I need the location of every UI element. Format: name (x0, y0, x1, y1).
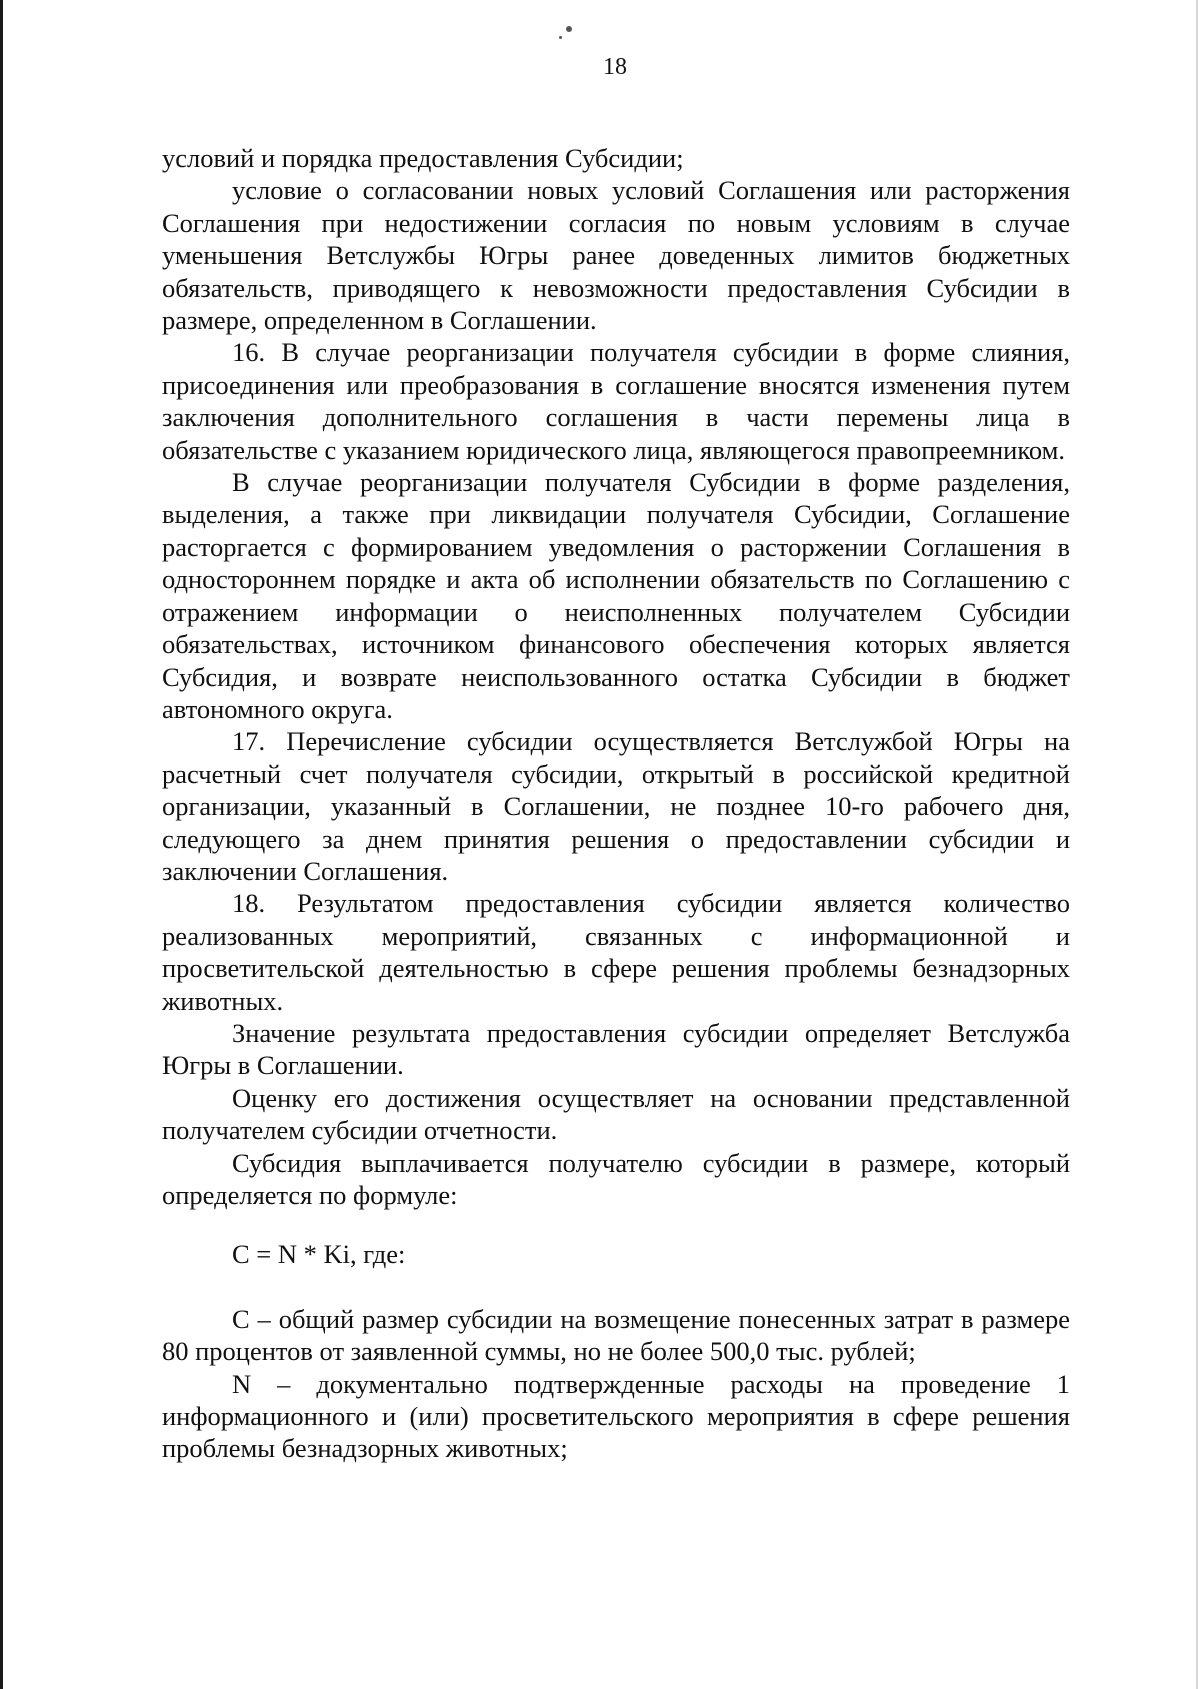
paragraph-clause-17: 17. Перечисление субсидии осуществляется Ветслужбой Югры на расчетный счет получателя субсидии, открытый в российской кредитной организации, указанный в Соглашении, не позднее 10-го рабочего дня, следующего за днем принятия решения о предоставлении субсидии и заключении Соглашения. (162, 726, 1070, 886)
document-body (162, 142, 1070, 1465)
paragraph: условий и порядка предоставления Субсидии; (162, 143, 684, 173)
scan-speck (559, 36, 562, 39)
scan-border-left (0, 0, 3, 1689)
formula-definition-n: N – документально подтвержденные расходы на проведение 1 информационного и (или) просветительского мероприятия в сфере решения проблемы безнадзорных животных; (162, 1368, 1070, 1464)
paragraph: В случае реорганизации получателя Субсидии в форме разделения, выделения, а также при ликвидации получателя Субсидии, Соглашение расторгается с формированием уведомления о расторжении Соглашения в одностороннем порядке и акта об исполнении обязательств по Соглашению с отражением информации о неисполненных получателем Субсидии обязательствах, источником финансового обеспечения которых является Субсидия, и возврате неиспользованного остатка Субсидии в бюджет автономного округа. (162, 467, 1070, 724)
formula: C = N * Ki, где: (232, 1239, 406, 1270)
paragraph: Оценку его достижения осуществляет на основании представленной получателем субсидии отчетности. (162, 1082, 1070, 1146)
formula-definition-c: C – общий размер субсидии на возмещение понесенных затрат в размере 80 процентов от заявленной суммы, но не более 500,0 тыс. рублей; (162, 1303, 1070, 1367)
paragraph-clause-18: 18. Результатом предоставления субсидии является количество реализованных мероприятий, связанных с информационной и просветительской деятельностью в сфере решения проблемы безнадзорных животных. (162, 888, 1070, 1016)
paragraph: Субсидия выплачивается получателю субсидии в размере, который определяется по формуле: (162, 1147, 1070, 1210)
scan-speck (566, 26, 572, 32)
paragraph: условие о согласовании новых условий Соглашения или расторжения Соглашения при недостижении согласия по новым условиям в случае уменьшения Ветслужбы Югры ранее доведенных лимитов бюджетных обязательств, приводящего к невозможности предоставления Субсидии в размере, определенном в Соглашении. (162, 175, 1070, 336)
page-number: 18 (603, 54, 627, 80)
paragraph: Значение результата предоставления субсидии определяет Ветслужба Югры в Соглашении. (162, 1017, 1070, 1081)
paragraph-clause-16: 16. В случае реорганизации получателя субсидии в форме слияния, присоединения или преобразования в соглашение вносятся изменения путем заключения дополнительного соглашения в части перемены лица в обязательстве с указанием юридического лица, являющегося правопреемником. (162, 337, 1070, 465)
scan-border-right (1196, 0, 1198, 1689)
